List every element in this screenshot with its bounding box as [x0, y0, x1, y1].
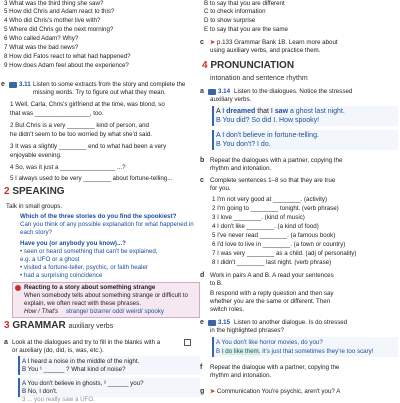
pron-a-line-1: Listen to the dialogues. Notice the stressed	[234, 88, 353, 95]
exercise-letter-d: d	[200, 272, 205, 279]
speaking-bullet-2: • visited a fortune-teller, psychic, or faith healer	[20, 264, 149, 271]
question-5: 5 Where did Chris go the next morning?	[4, 26, 114, 33]
speaking-intro: Talk in small groups.	[6, 203, 63, 210]
pron-dialogue-2a: A I don't believe in fortune-telling.	[216, 132, 319, 139]
question-5a: 5 How did Chris and Adam react to this?	[4, 8, 115, 15]
pron-c-line-1: Complete sentences 1–8 so that they are true	[210, 177, 336, 184]
audio-speaker-icon[interactable]	[208, 89, 216, 95]
audio-speaker-icon[interactable]	[9, 82, 17, 88]
speaking-heading: 2 SPEAKING	[4, 186, 65, 197]
exercise-e-item-3b: enjoyable evening.	[10, 152, 62, 159]
grammar-dialogue-2b: B No, I don't.	[22, 388, 58, 395]
match-item-b: B to say that you are different	[204, 0, 285, 7]
pron-b-line-1: Repeat the dialogues with a partner, copying the	[210, 157, 343, 164]
pron-e-dialogue-2: B I do like them. It's just that sometimes they're too scary!	[216, 348, 374, 355]
pron-dialogue-2b: B You don't? I do.	[216, 141, 271, 148]
sentence-item-3: 3 I love ________. (kind of music)	[212, 214, 305, 221]
question-8: 8 How did Fatos react to what had happened?	[4, 53, 131, 60]
sentence-item-6: 6 I'd love to live in ________. (a town or country)	[212, 241, 346, 248]
exercise-e-instructions: Listen to some extracts from the story and complete the missing words. Try to figure out what they mean.	[33, 81, 186, 96]
exercise-e-item-1a: 1 Well, Carla, Chris's girlfriend at the time, was blond, so	[10, 101, 165, 108]
speaking-bullet-1: • seen or heard something that can't be explained,	[20, 248, 158, 255]
grammar-bank-line-2: using auxiliary verbs, and practice them.	[210, 47, 321, 54]
communication-link[interactable]: ➤ Communication You're psychic, aren't you? A	[210, 388, 341, 395]
pron-d-line-5: switch roles.	[210, 306, 245, 313]
speech-bubble-icon	[15, 285, 21, 291]
grammar-dialogue-2a: A You don't believe in ghosts, ² ______ you?	[22, 380, 144, 387]
audio-speaker-icon[interactable]	[208, 320, 216, 326]
question-4: 4 Who did Chris's mother live with?	[4, 17, 101, 24]
reacting-box-line-3: How / That's strange/ bizarre/ odd/ weird/ spooky	[24, 308, 164, 315]
exercise-e-item-1b: that was ________________, too.	[10, 110, 104, 117]
reacting-box-title: Reacting to a story about something strange	[24, 284, 156, 291]
track-number: 3.15	[218, 319, 231, 326]
exercise-letter-e: e	[1, 81, 5, 88]
grammar-bank-link[interactable]: ➤ p.133 Grammar Bank 1B. Learn more about	[210, 39, 338, 46]
pronunciation-subtitle: intonation and sentence rhythm	[210, 75, 308, 82]
speaking-bullet-1b: e.g. a UFO or a ghost	[20, 256, 80, 263]
grammar-a-line-2: or auxiliary (do, did, is, was, etc.).	[12, 347, 104, 354]
pron-b-line-2: rhythm and intonation.	[210, 165, 272, 172]
pron-c-line-2: for you.	[210, 185, 231, 192]
pron-e-line-2: in the highlighted phrases?	[210, 327, 284, 334]
exercise-letter-a: a	[4, 339, 8, 346]
pron-d-line-3: B respond with a reply question and then say	[210, 290, 334, 297]
exercise-letter-f: f	[200, 364, 203, 371]
pron-e-line-1: Listen to another dialogue. Is do stressed	[234, 319, 348, 326]
exercise-e-item-4: 4 So, was it just a ________________ ...?	[10, 164, 126, 171]
exercise-e-item-2a: 2 But Chris is a very ________ kind of person, and	[10, 122, 149, 129]
exercise-e-item-2b: he didn't seem to be too worried by what she'd said.	[10, 131, 153, 138]
exercise-letter-g: g	[200, 388, 205, 395]
exercise-letter-c: c	[200, 39, 204, 46]
match-item-d: D to show surprise	[204, 17, 256, 24]
grammar-heading: 3 GRAMMAR auxiliary verbs	[4, 320, 114, 331]
exercise-letter-c: c	[200, 177, 204, 184]
pron-a-line-2: auxiliary verbs.	[210, 96, 252, 103]
question-9: 9 How does Adam feel about the experience?	[4, 62, 129, 69]
speaking-question-1: Which of the three stories do you find the spookiest?	[20, 213, 177, 220]
grammar-dialogue-3: 3 ... you really saw a UFO.	[22, 396, 95, 403]
pron-d-line-1: Work in pairs A and B. A read your sentences	[210, 272, 334, 279]
pron-f-line-2: rhythm and intonation.	[210, 372, 272, 379]
sentence-item-1: 1 I'm not very good at ________. (activity)	[212, 196, 328, 203]
pronunciation-heading: 4 PRONUNCIATION	[202, 60, 295, 71]
sentence-item-5: 5 I've never read ________. (a famous book)	[212, 232, 336, 239]
reacting-box-line-2: explain, we often react with these phrases.	[24, 300, 141, 307]
pron-d-line-4: whether you are the same or different. Then	[210, 298, 331, 305]
pron-d-line-2: to B.	[210, 280, 223, 287]
sentence-item-4: 4 I don't like ________. (a kind of food)	[212, 223, 319, 230]
sentence-item-7: 7 I was very ________ as a child. (adj of personality)	[212, 250, 357, 257]
pron-dialogue-1b: B You did? So did I. How spooky!	[216, 117, 320, 124]
sentence-item-2: 2 I'm going to ________ tonight. (verb phrase)	[212, 205, 339, 212]
speaking-question-2: Have you (or anybody you know)...?	[20, 240, 126, 247]
speaking-question-1b: Can you think of any possible explanation for what happened in	[20, 221, 194, 228]
reacting-box-line-1: When somebody tells about something strange or difficult to	[24, 292, 188, 299]
speaking-question-1c: each story?	[20, 229, 52, 236]
exercise-letter-a: a	[200, 88, 204, 95]
exercise-e-item-5: 5 I always used to be very ________ about fortune-telling...	[10, 175, 173, 182]
speaking-bullet-3: • had a surprising coincidence	[20, 272, 103, 279]
track-number: 3.14	[218, 88, 231, 95]
sentence-item-8: 8 I didn't ________ last night. (verb phrase)	[212, 259, 332, 266]
pron-e-dialogue-1: A You don't like horror movies, do you?	[216, 339, 323, 346]
grammar-dialogue-1a: A I heard a noise in the middle of the night.	[22, 358, 140, 365]
plus-checkbox[interactable]	[184, 339, 191, 346]
exercise-letter-b: b	[200, 157, 205, 164]
question-6: 6 Who called Adam? Why?	[4, 35, 79, 42]
exercise-letter-e: e	[200, 319, 204, 326]
grammar-dialogue-1b: B You ¹ ______ ? What kind of noise?	[22, 366, 126, 373]
pron-f-line-1: Repeat the dialogue with a partner, copying the	[210, 364, 340, 371]
track-number: 3.11	[19, 81, 31, 88]
match-item-e: E to say that you are the same	[204, 26, 288, 33]
pron-dialogue-1a: A I dreamed that I saw a ghost last night.	[216, 108, 345, 115]
match-item-c: C to check information	[204, 8, 266, 15]
question-3: 3 What was the third thing she saw?	[4, 0, 104, 7]
exercise-e-item-3a: 3 It was a slightly ________ end to what had been a very	[10, 143, 167, 150]
question-7: 7 What was the bad news?	[4, 44, 79, 51]
grammar-a-line-1: Look at the dialogues and try to fill in the blanks with a	[12, 339, 161, 346]
